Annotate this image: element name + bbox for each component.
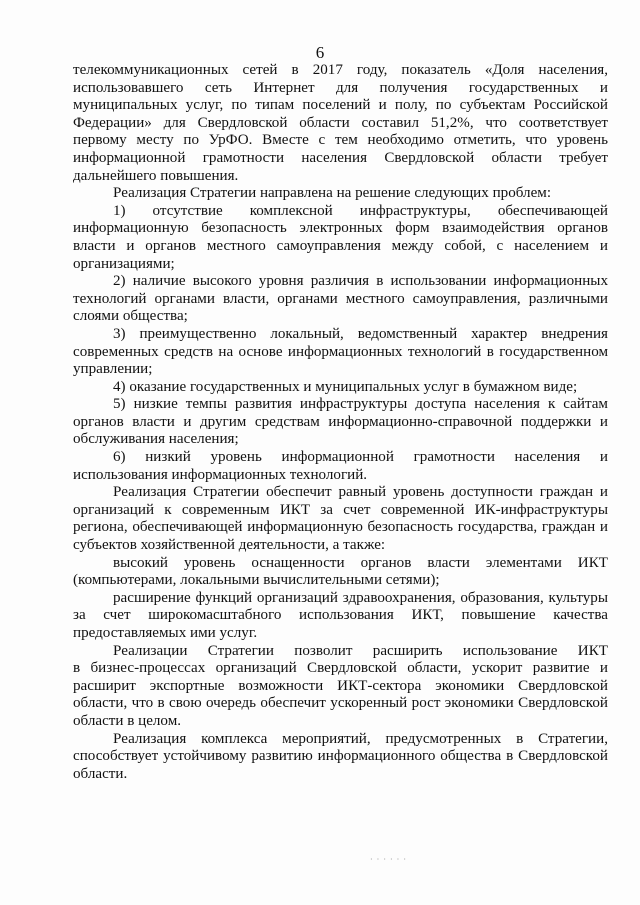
text-line: расширение функций организаций здравоохранения, образования, культуры xyxy=(113,589,608,606)
text-line: 6) низкий уровень информационной грамотности населения и xyxy=(113,449,608,466)
text-line: области. xyxy=(73,765,128,782)
text-line: дальнейшего повышения. xyxy=(73,167,239,184)
text-line: области, что в свою очередь обеспечит ускоренный рост экономики Свердловской xyxy=(73,695,608,712)
text-line: предоставляемых ими услуг. xyxy=(73,625,258,641)
text-line: организаций к современным ИКТ за счет современной ИК-инфраструктуры xyxy=(73,501,608,518)
text-line: слоями общества; xyxy=(73,308,188,325)
text-line: управлении; xyxy=(73,361,153,378)
text-line: власти и органов местного самоуправления между собой, с населением и xyxy=(73,237,608,254)
text-line: способствует устойчивому развитию информационного общества в Свердловской xyxy=(73,748,608,765)
scan-artifact: · · · · · · xyxy=(370,855,407,864)
text-line: 5) низкие темпы развития инфраструктуры доступа населения к сайтам xyxy=(113,396,608,413)
text-line: Федерации» для Свердловской области составил 51,2%, что соответствует xyxy=(73,114,608,131)
text-line: 4) оказание государственных и муниципальных услуг в бумажном виде; xyxy=(113,378,578,395)
text-line: организациями; xyxy=(73,255,175,272)
text-line: первому месту по УрФО. Вместе с тем необходимо отметить, что уровень xyxy=(73,132,608,149)
text-line: за счет широкомасштабного использования ИКТ, повышение качества xyxy=(73,607,608,624)
document-body xyxy=(73,62,608,783)
text-line: субъектов хозяйственной деятельности, а также: xyxy=(73,537,386,554)
text-line: (компьютерами, локальными вычислительными сетями); xyxy=(73,572,440,589)
text-line: региона, обеспечивающей информационную безопасность государства, граждан и xyxy=(73,519,608,536)
text-line: расширит экспортные возможности ИКТ-сектора экономики Свердловской xyxy=(73,677,608,694)
text-line: использования информационных технологий. xyxy=(73,466,368,483)
text-line: органов власти и другим средствам информационно-справочной поддержки и xyxy=(73,413,608,430)
text-line: технологий органами власти, органами местного самоуправления, различными xyxy=(73,290,608,307)
text-line: Реализация комплекса мероприятий, предусмотренных в Стратегии, xyxy=(113,730,608,747)
text-line: Реализации Стратегии позволит расширить использование ИКТ xyxy=(113,642,608,659)
text-line: 1) отсутствие комплексной инфраструктуры, обеспечивающей xyxy=(113,202,608,219)
text-line: телекоммуникационных сетей в 2017 году, показатель «Доля населения, xyxy=(73,62,608,78)
text-line: 3) преимущественно локальный, ведомственный характер внедрения xyxy=(113,325,608,342)
text-line: высокий уровень оснащенности органов власти элементами ИКТ xyxy=(113,554,608,571)
text-line: обслуживания населения; xyxy=(73,431,239,448)
text-line: 2) наличие высокого уровня различия в использовании информационных xyxy=(113,273,608,290)
text-line: в бизнес-процессах организаций Свердловской области, ускорит развитие и xyxy=(73,660,608,677)
text-line: Реализация Стратегии направлена на решение следующих проблем: xyxy=(113,185,552,202)
page-number: 6 xyxy=(315,43,325,62)
text-line: использовавшего сеть Интернет для получения государственных и xyxy=(73,79,608,96)
text-line: области в целом. xyxy=(73,712,182,729)
text-line: муниципальных услуг, по типам поселений и полу, по субъектам Российской xyxy=(73,97,608,114)
text-line: современных средств на основе информационных технологий в государственном xyxy=(73,343,608,360)
text-line: информационную безопасность электронных форм взаимодействия органов xyxy=(73,220,608,237)
text-line: Реализация Стратегии обеспечит равный уровень доступности граждан и xyxy=(113,484,608,501)
text-line: информационной грамотности населения Свердловской области требует xyxy=(73,149,608,166)
